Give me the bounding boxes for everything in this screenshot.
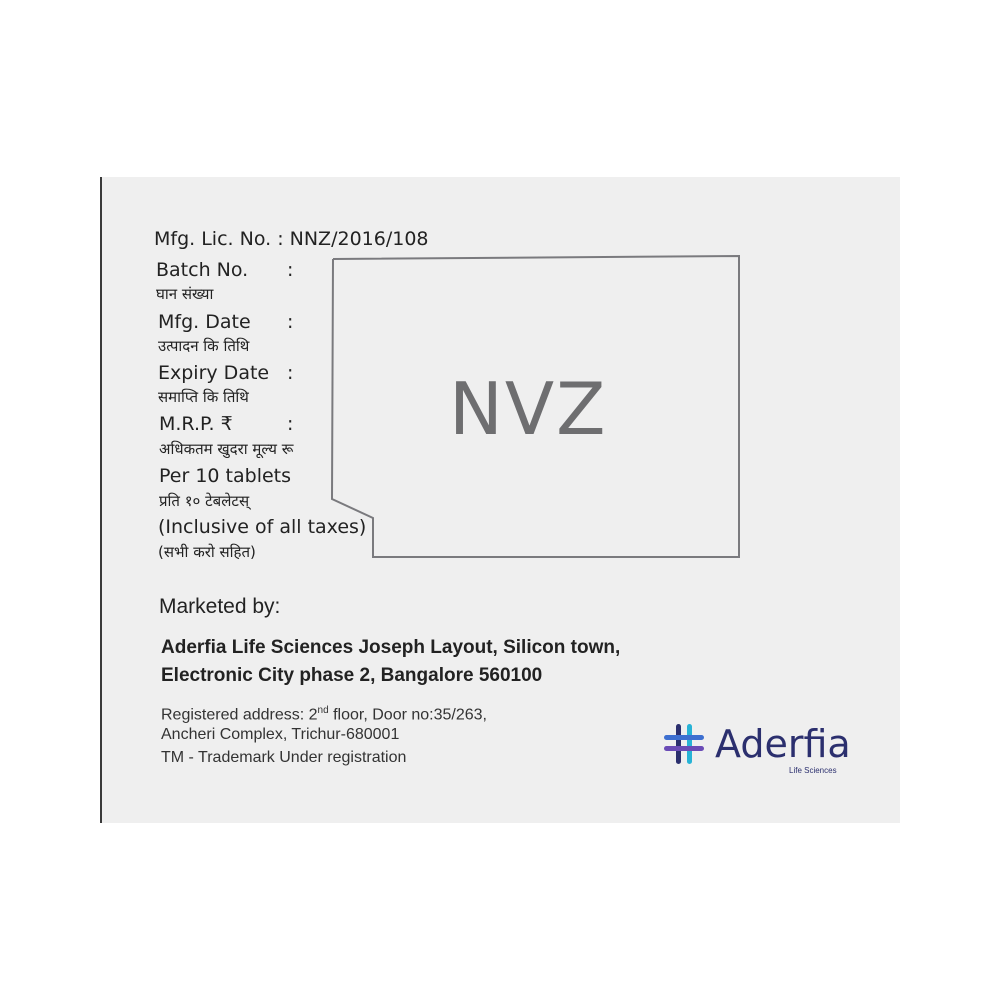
batch-no-label: Batch No. (156, 259, 249, 281)
expiry-date-hindi: समाप्ति कि तिथि (158, 388, 249, 406)
mfg-date-label: Mfg. Date (158, 311, 251, 333)
product-label-card (100, 177, 900, 823)
batch-no-colon: : (287, 259, 294, 281)
logo-wordmark: Aderfia (715, 722, 851, 766)
registered-address-line2: Ancheri Complex, Trichur-680001 (161, 726, 400, 743)
inclusive-taxes-label: (Inclusive of all taxes) (158, 516, 367, 538)
mfg-date-colon: : (287, 311, 294, 333)
expiry-date-colon: : (287, 362, 294, 384)
stamp-code: NVZ (449, 367, 608, 451)
trademark-note: TM - Trademark Under registration (161, 749, 407, 766)
batch-no-hindi: घान संख्या (156, 285, 214, 303)
mrp-label: M.R.P. ₹ (159, 413, 233, 435)
marketer-address-line1: Aderfia Life Sciences Joseph Layout, Silicon town, (161, 637, 621, 658)
logo-tagline: Life Sciences (789, 766, 837, 775)
registered-address-line1: Registered address: 2nd floor, Door no:35/263, (161, 705, 487, 724)
mfg-date-hindi: उत्पादन कि तिथि (158, 337, 250, 355)
mrp-colon: : (287, 413, 294, 435)
mrp-hindi: अधिकतम खुदरा मूल्य रू (159, 440, 294, 458)
expiry-date-label: Expiry Date (158, 362, 270, 384)
inclusive-taxes-hindi: (सभी करो सहित) (158, 543, 256, 561)
mfg-license-number: Mfg. Lic. No. : NNZ/2016/108 (154, 228, 429, 250)
aderfia-cross-logo-icon (662, 722, 708, 768)
per-tablets-hindi: प्रति १० टेबलेटस् (159, 492, 250, 510)
per-tablets-label: Per 10 tablets (159, 465, 292, 487)
marketer-address-line2: Electronic City phase 2, Bangalore 560100 (161, 665, 543, 686)
aderfia-logo (662, 722, 862, 782)
marketed-by-heading: Marketed by: (159, 595, 281, 618)
